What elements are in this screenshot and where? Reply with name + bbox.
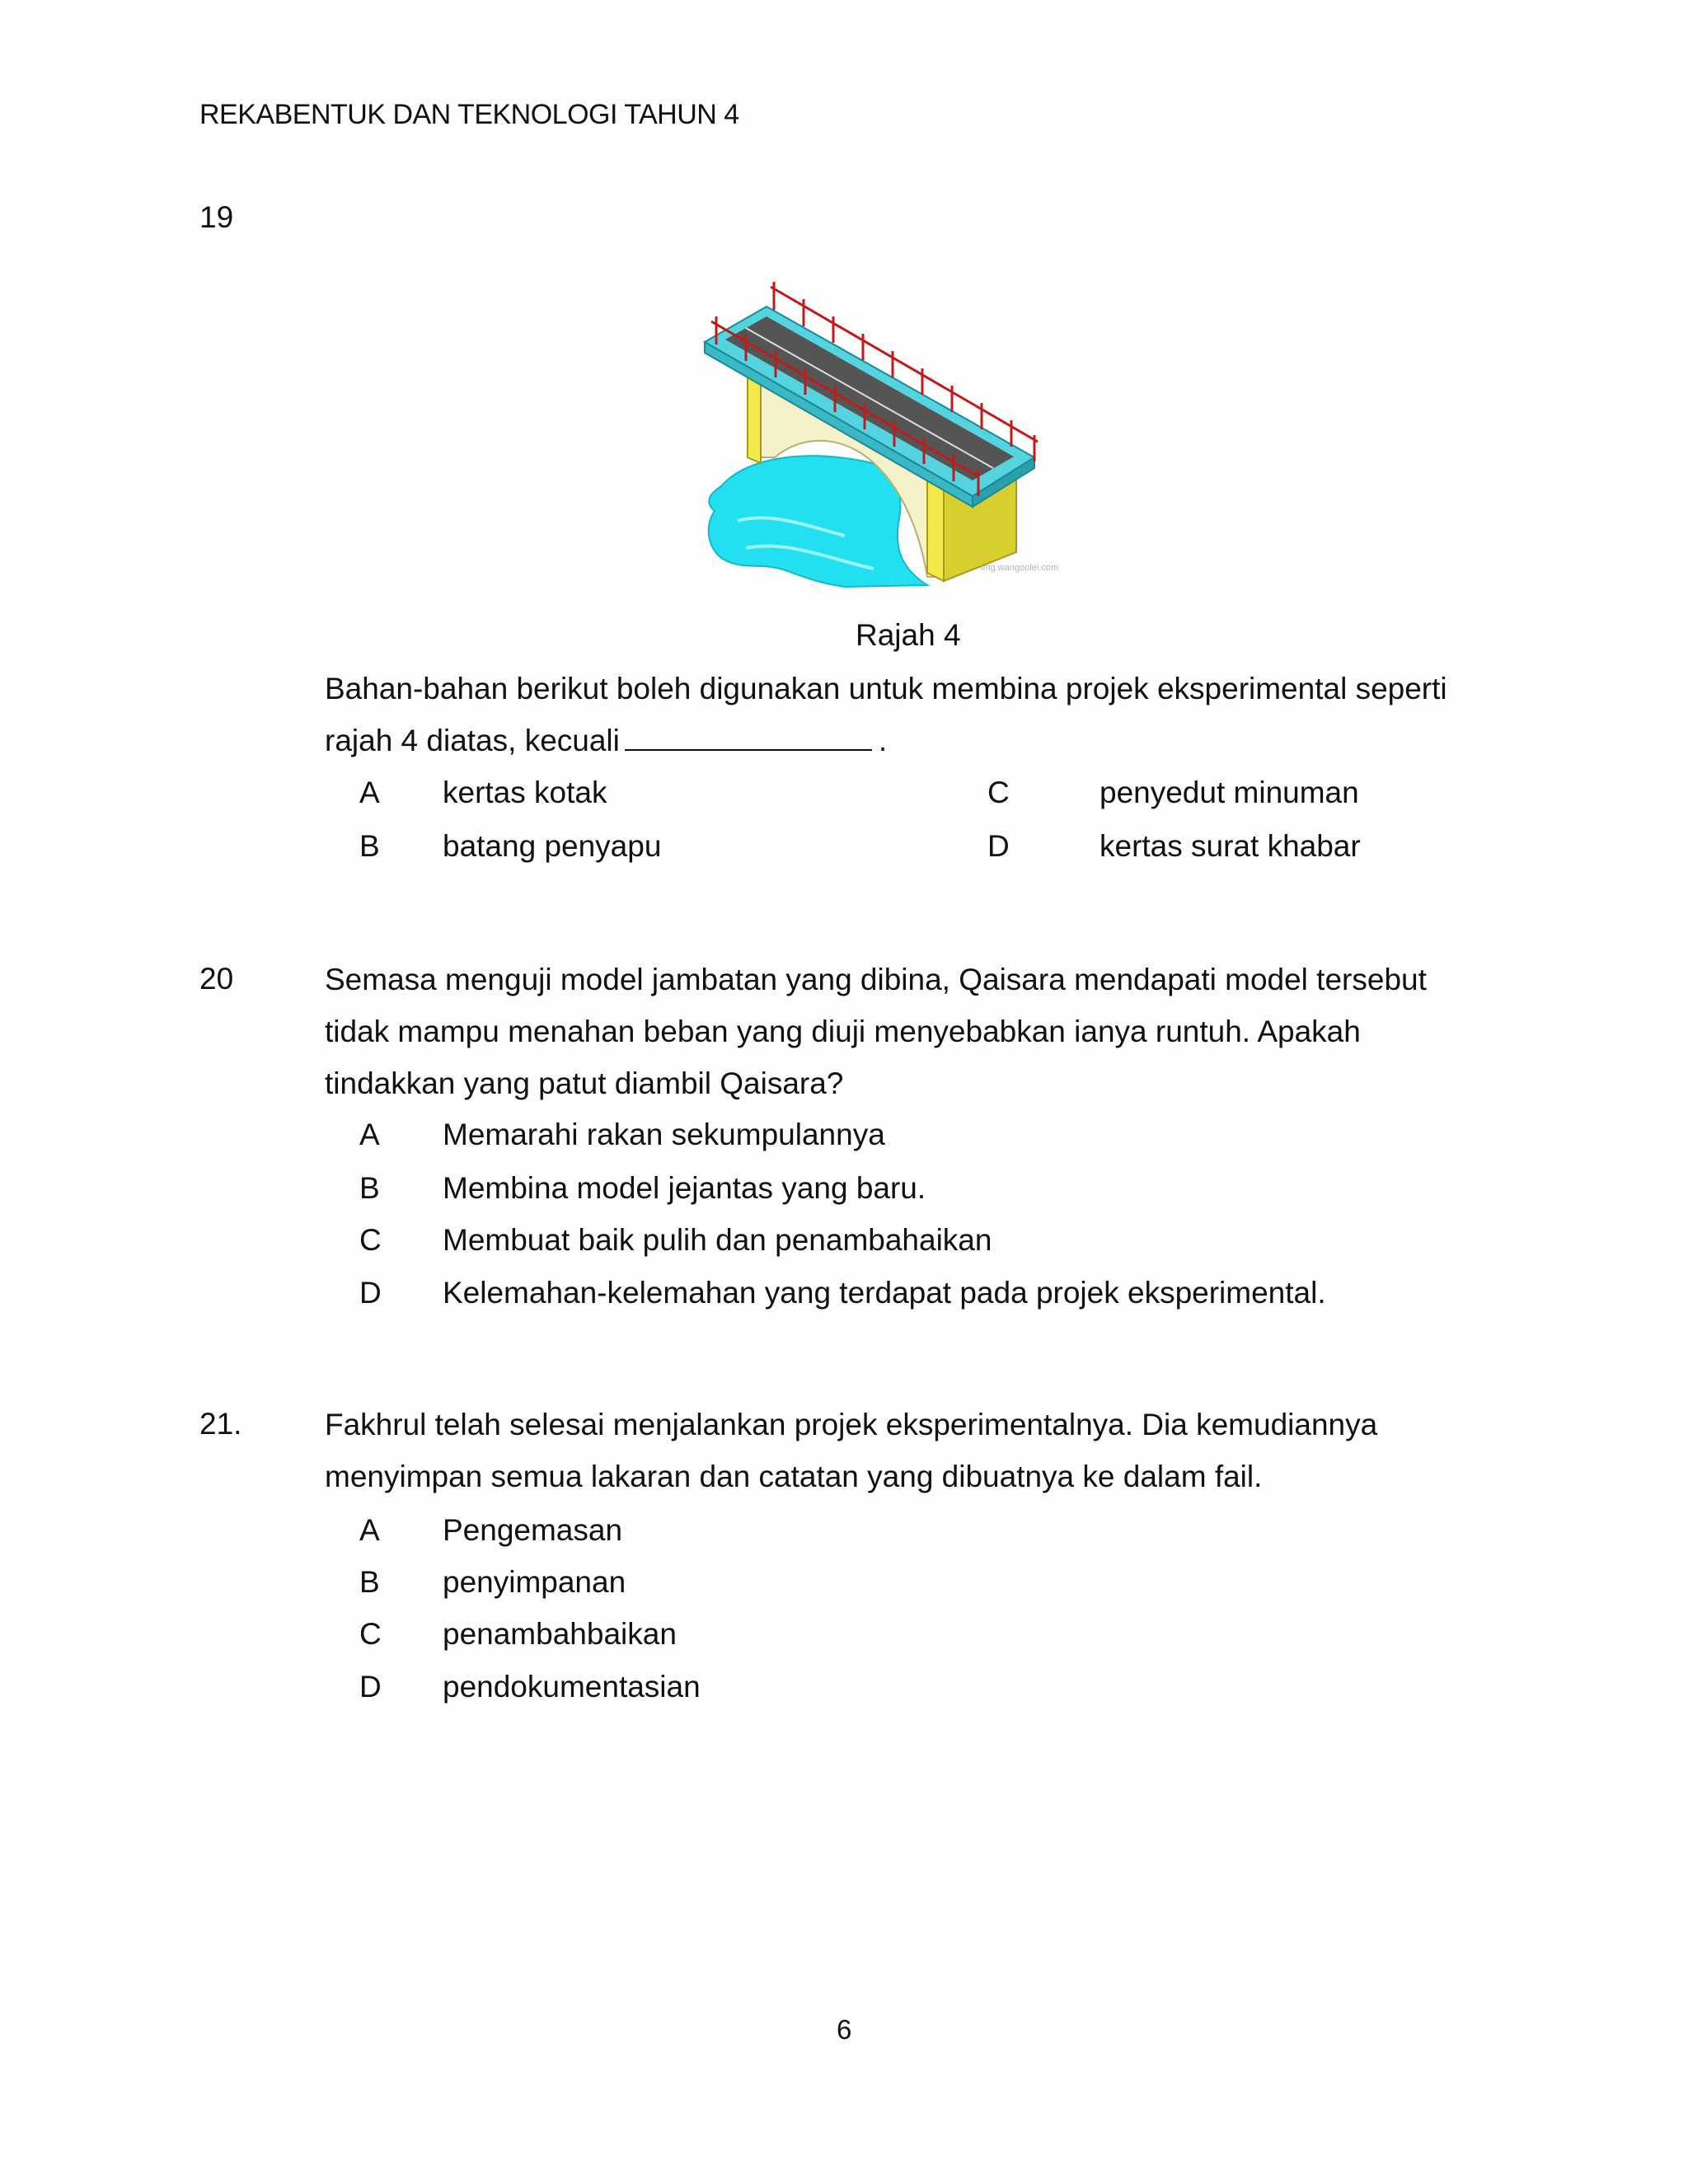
option-letter: C bbox=[359, 1617, 382, 1651]
right-pillar bbox=[927, 478, 944, 581]
question-stem-line: tindakkan yang patut diambil Qaisara? bbox=[325, 1066, 844, 1100]
option-letter: D bbox=[987, 829, 1010, 863]
stem-prefix: rajah 4 diatas, kecuali bbox=[325, 724, 620, 757]
option-text: Memarahi rakan sekumpulannya bbox=[443, 1118, 885, 1151]
option-text: Membuat baik pulih dan penambahaikan bbox=[443, 1223, 992, 1257]
bridge-figure bbox=[688, 280, 1067, 593]
option-text: penyedut minuman bbox=[1100, 776, 1359, 809]
figure-watermark: img.wangoolei.com bbox=[981, 563, 1059, 573]
page-header: REKABENTUK DAN TEKNOLOGI TAHUN 4 bbox=[199, 99, 739, 130]
question-number-21: 21. bbox=[199, 1407, 242, 1441]
bridge-illustration bbox=[688, 280, 1067, 593]
option-text: penyimpanan bbox=[443, 1565, 626, 1599]
question-stem-19 bbox=[325, 663, 1447, 766]
stem-suffix: . bbox=[878, 724, 888, 757]
option-text: kertas kotak bbox=[443, 776, 607, 809]
question-stem-line: menyimpan semua lakaran dan catatan yang dibuatnya ke dalam fail. bbox=[325, 1460, 1263, 1493]
option-letter: B bbox=[359, 829, 380, 863]
option-letter: A bbox=[359, 1513, 380, 1547]
question-number-19: 19 bbox=[199, 200, 234, 234]
option-letter: C bbox=[359, 1223, 382, 1257]
option-text: pendokumentasian bbox=[443, 1670, 701, 1704]
option-text: Pengemasan bbox=[443, 1513, 623, 1547]
option-text: kertas surat khabar bbox=[1100, 829, 1361, 863]
option-text: batang penyapu bbox=[443, 829, 662, 863]
question-stem-line: Semasa menguji model jambatan yang dibina, Qaisara mendapati model tersebut bbox=[325, 963, 1427, 996]
option-text: Kelemahan-kelemahan yang terdapat pada projek eksperimental. bbox=[443, 1276, 1326, 1310]
page-number: 6 bbox=[837, 2014, 852, 2045]
option-letter: C bbox=[987, 776, 1010, 809]
question-stem-line: Bahan-bahan berikut boleh digunakan untuk membina projek eksperimental seperti bbox=[325, 672, 1447, 705]
question-number-20: 20 bbox=[199, 962, 234, 996]
option-letter: A bbox=[359, 776, 380, 809]
question-stem-line: Fakhrul telah selesai menjalankan projek eksperimentalnya. Dia kemudiannya bbox=[325, 1408, 1378, 1441]
option-text: Membina model jejantas yang baru. bbox=[443, 1171, 926, 1205]
question-stem-21 bbox=[325, 1399, 1377, 1502]
question-stem-line: tidak mampu menahan beban yang diuji menyebabkan ianya runtuh. Apakah bbox=[325, 1015, 1361, 1048]
option-text: penambahbaikan bbox=[443, 1617, 677, 1651]
option-letter: A bbox=[359, 1118, 380, 1151]
question-stem-20 bbox=[325, 954, 1427, 1109]
figure-caption: Rajah 4 bbox=[856, 618, 961, 652]
answer-blank bbox=[625, 726, 872, 751]
question-stem-line bbox=[325, 715, 1447, 766]
option-letter: B bbox=[359, 1171, 380, 1205]
option-letter: D bbox=[359, 1276, 382, 1310]
option-letter: D bbox=[359, 1670, 382, 1704]
option-letter: B bbox=[359, 1565, 380, 1599]
